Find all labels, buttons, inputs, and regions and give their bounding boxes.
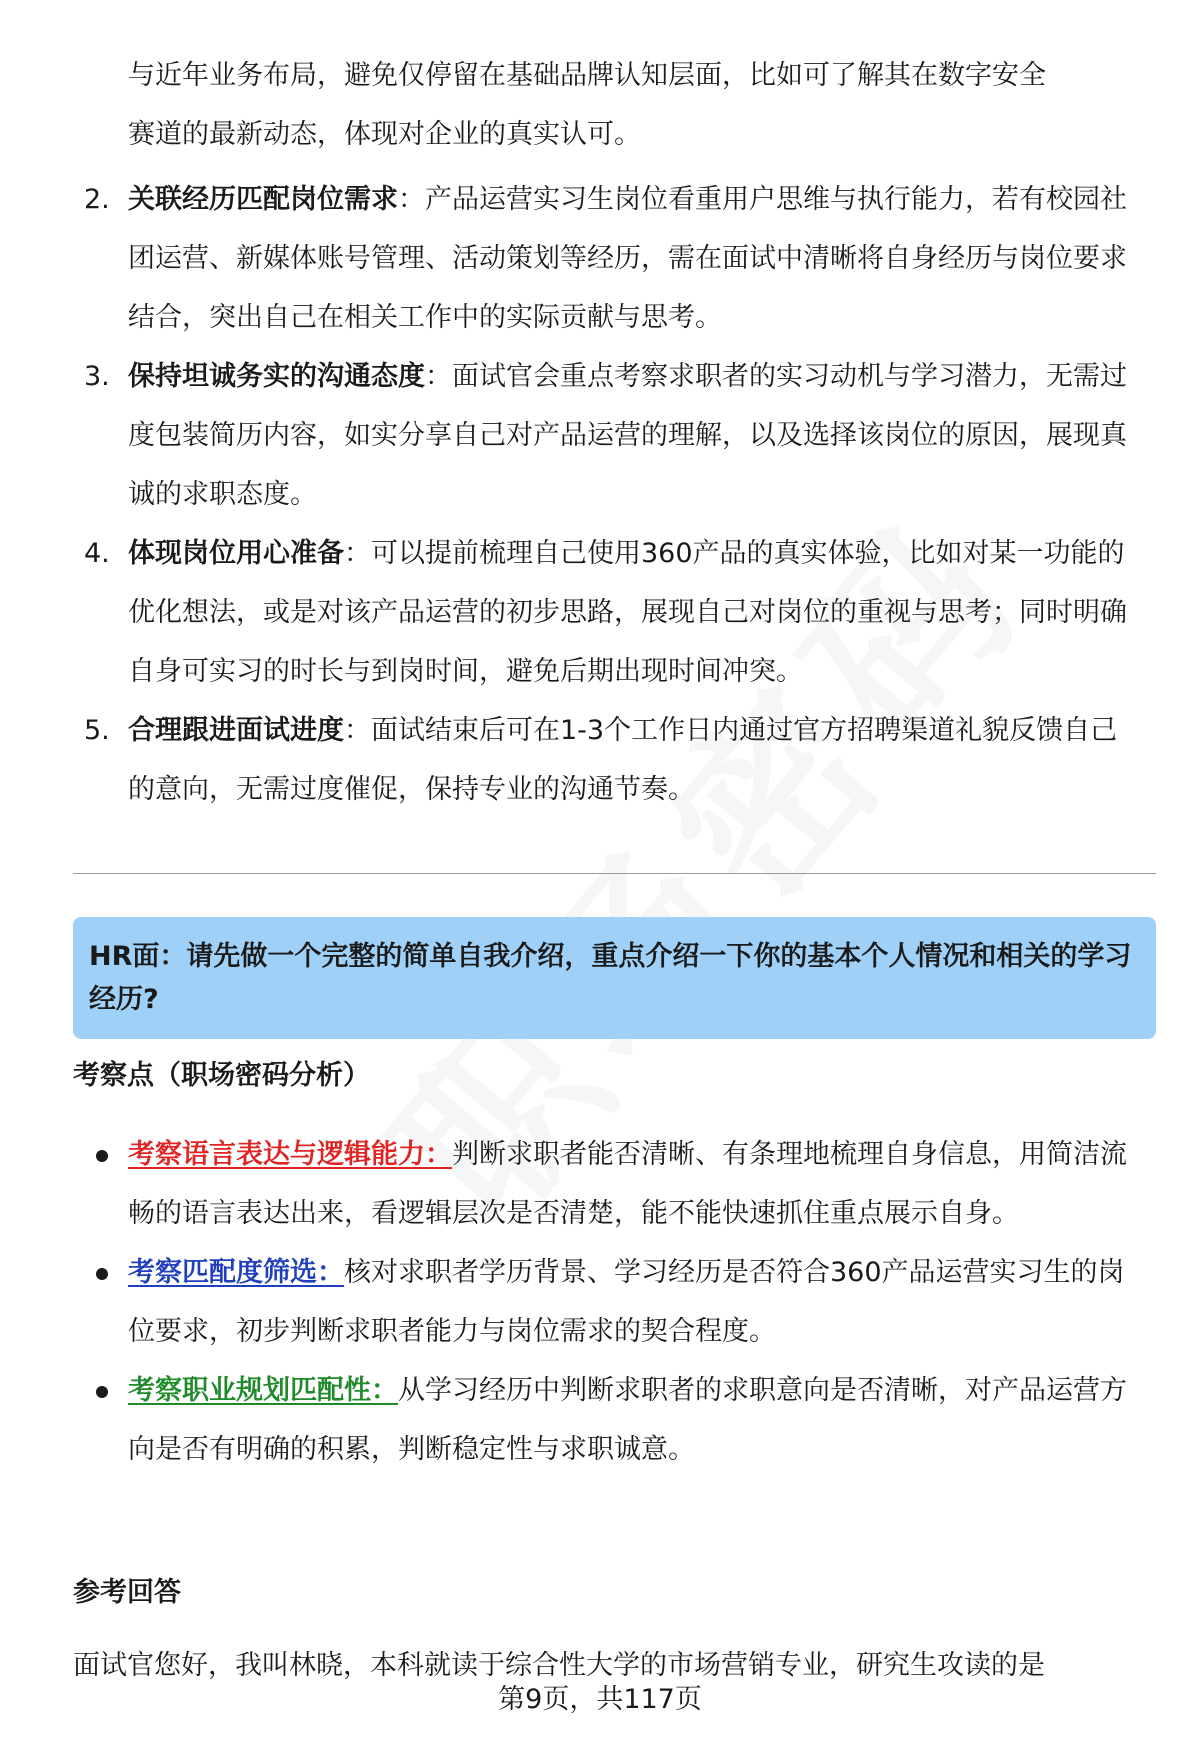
point-label: 考察匹配度筛选： xyxy=(128,1257,344,1288)
list-item xyxy=(0,1243,1140,1361)
list-item xyxy=(0,524,1140,701)
item-separator: ： xyxy=(344,538,371,569)
list-item xyxy=(0,347,1140,524)
item-title: 关联经历匹配岗位需求 xyxy=(128,184,398,215)
item-separator: ： xyxy=(398,184,425,215)
section-divider xyxy=(73,873,1156,874)
tips-list xyxy=(0,170,1200,819)
analysis-list xyxy=(0,1125,1200,1479)
bullet-icon xyxy=(96,1386,108,1398)
page-footer: 第9页，共117页 xyxy=(498,1684,702,1715)
item-title: 合理跟进面试进度 xyxy=(128,715,344,746)
intro-line-2: 赛道的最新动态，体现对企业的真实认可。 xyxy=(128,119,641,150)
item-text: 可以提前梳理自己使用360产品的真实体验，比如对某一功能的优化想法，或是对该产品运营的初步思路，展现自己对岗位的重视与思考；同时明确自身可实习的时长与到岗时间，避免后期出现时间冲突。 xyxy=(128,538,1127,687)
item-number: 2. xyxy=(84,184,110,215)
question-box xyxy=(73,917,1156,1039)
bullet-icon xyxy=(96,1150,108,1162)
item-title: 保持坦诚务实的沟通态度 xyxy=(128,361,425,392)
item-text: 面试官会重点考察求职者的实习动机与学习潜力，无需过度包装简历内容，如实分享自己对产品运营的理解，以及选择该岗位的原因，展现真诚的求职态度。 xyxy=(128,361,1127,510)
point-label: 考察职业规划匹配性： xyxy=(128,1375,398,1406)
answer-paragraph: 面试官您好，我叫林晓，本科就读于综合性大学的市场营销专业，研究生攻读的是 xyxy=(73,1650,1045,1681)
point-text: 判断求职者能否清晰、有条理地梳理自身信息，用简洁流畅的语言表达出来，看逻辑层次是否清楚，能不能快速抓住重点展示自身。 xyxy=(128,1139,1127,1229)
point-text: 核对求职者学历背景、学习经历是否符合360产品运营实习生的岗位要求，初步判断求职者能力与岗位需求的契合程度。 xyxy=(128,1257,1125,1347)
list-item xyxy=(0,170,1140,347)
point-label: 考察语言表达与逻辑能力： xyxy=(128,1139,452,1170)
item-text: 面试结束后可在1-3个工作日内通过官方招聘渠道礼貌反馈自己的意向，无需过度催促，保持专业的沟通节奏。 xyxy=(128,715,1118,805)
item-number: 4. xyxy=(84,538,110,569)
list-item xyxy=(0,1125,1140,1243)
list-item xyxy=(0,701,1140,819)
point-text: 从学习经历中判断求职者的求职意向是否清晰，对产品运营方向是否有明确的积累，判断稳定性与求职诚意。 xyxy=(128,1375,1127,1465)
item-number: 3. xyxy=(84,361,110,392)
question-text: HR面：请先做一个完整的简单自我介绍，重点介绍一下你的基本个人情况和相关的学习经历? xyxy=(89,941,1132,1015)
analysis-heading: 考察点（职场密码分析） xyxy=(73,1060,370,1091)
item-separator: ： xyxy=(425,361,452,392)
answer-heading: 参考回答 xyxy=(73,1577,181,1608)
item-title: 体现岗位用心准备 xyxy=(128,538,344,569)
item-separator: ： xyxy=(344,715,371,746)
list-item xyxy=(0,1361,1140,1479)
item-text: 产品运营实习生岗位看重用户思维与执行能力，若有校园社团运营、新媒体账号管理、活动策划等经历，需在面试中清晰将自身经历与岗位要求结合，突出自己在相关工作中的实际贡献与思考。 xyxy=(128,184,1127,333)
item-number: 5. xyxy=(84,715,110,746)
bullet-icon xyxy=(96,1268,108,1280)
intro-paragraph xyxy=(128,46,1140,164)
intro-line-1: 与近年业务布局，避免仅停留在基础品牌认知层面，比如可了解其在数字安全 xyxy=(128,60,1046,91)
